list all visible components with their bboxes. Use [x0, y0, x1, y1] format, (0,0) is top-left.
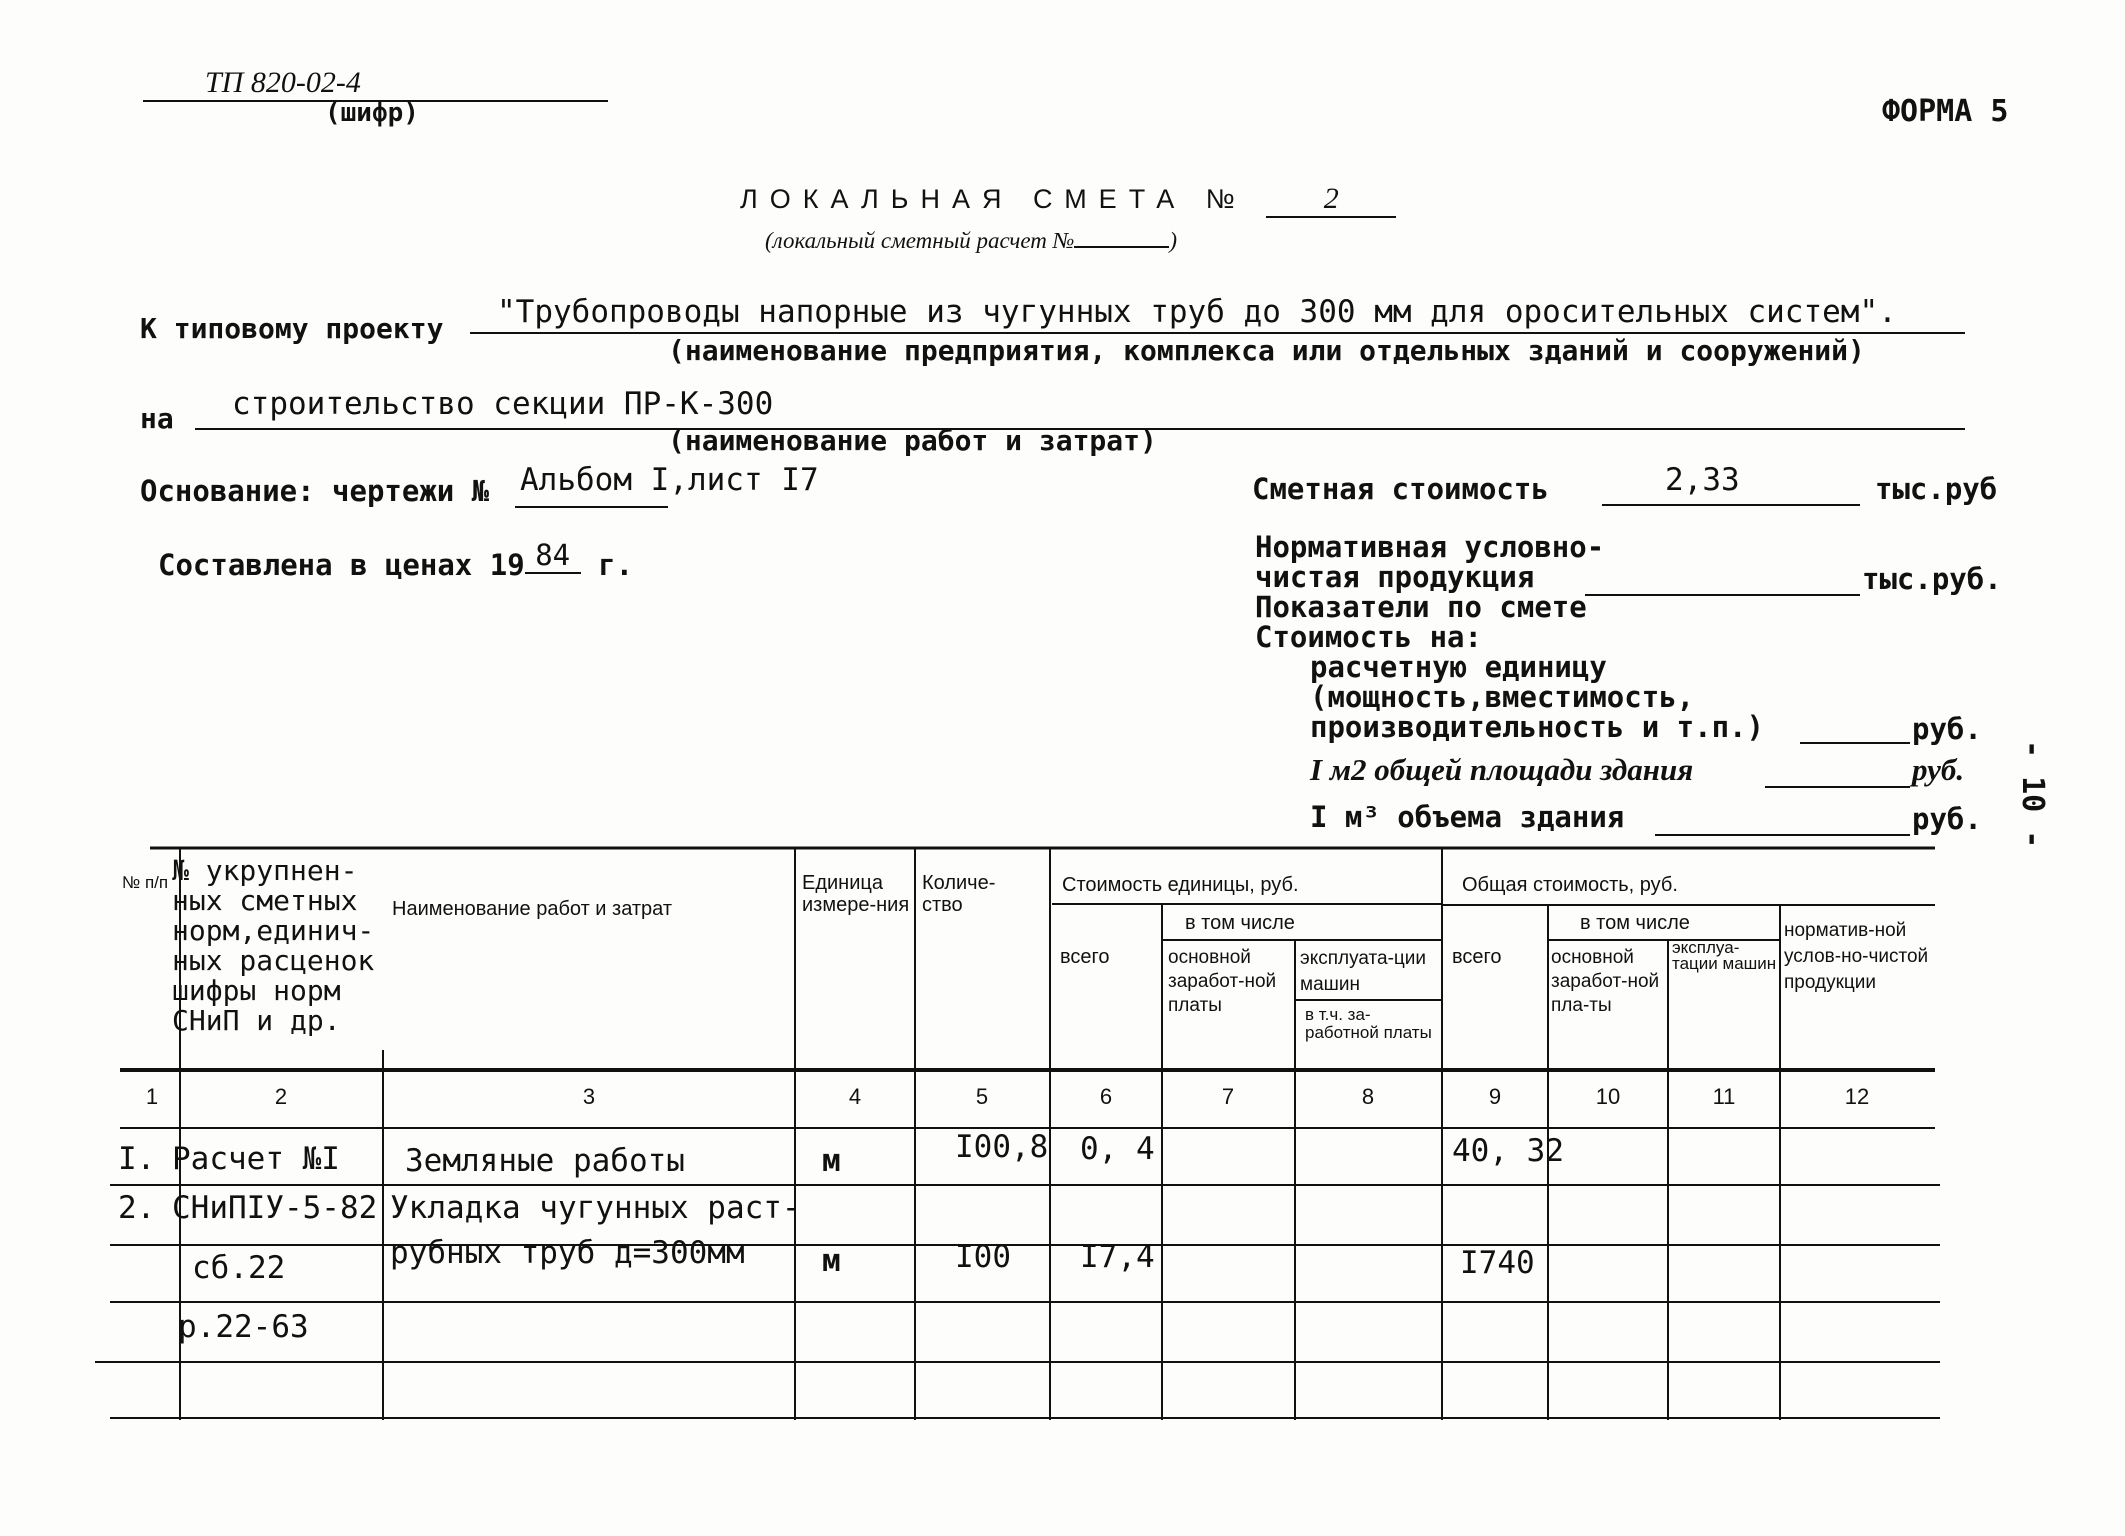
column-number-12: 12	[1844, 1084, 1870, 1109]
basis-value: Альбом I,лист I7	[520, 462, 819, 498]
row1-name: Земляные работы	[405, 1143, 685, 1179]
row1-code: Расчет №I	[172, 1141, 340, 1177]
norm-unit: тыс.руб.	[1862, 562, 2002, 596]
cost-label: Сметная стоимость	[1252, 472, 1549, 506]
indicators-label: Показатели по смете	[1255, 590, 1587, 624]
code-caption: (шифр)	[325, 98, 419, 128]
col-header-machines: эксплуата-ции машин	[1300, 948, 1427, 995]
prices-line	[158, 538, 633, 582]
basis-label: Основание: чертежи №	[140, 474, 490, 508]
cost-per-label: Стоимость на:	[1255, 620, 1482, 654]
row3-unit: м	[822, 1243, 841, 1279]
norm-line2: чистая продукция	[1255, 560, 1535, 594]
unit-line1: расчетную единицу	[1310, 650, 1607, 684]
col-header-normative: норматив-ной услов-но-чистой продукции	[1784, 920, 1929, 993]
unit-line3: производительность и т.п.)	[1310, 710, 1764, 744]
col-header-including: в том числе	[1185, 912, 1295, 934]
work-label: на	[140, 402, 174, 435]
column-number-2: 2	[274, 1084, 288, 1109]
cost-unit: тыс.руб	[1875, 472, 1998, 506]
col-header-total-cost: всего	[1452, 946, 1502, 968]
unit-line2: (мощность,вместимость,	[1310, 680, 1695, 714]
area-label: I м2 общей площади здания	[1310, 752, 1694, 787]
column-number-4: 4	[848, 1084, 862, 1109]
col-header-wages: основной заработ-ной платы	[1168, 947, 1277, 1016]
column-number-1: 1	[145, 1084, 159, 1109]
column-number-5: 5	[975, 1084, 989, 1109]
col-header-total-wages: основной заработ-ной пла-ты	[1551, 947, 1660, 1016]
subtitle-close: )	[1169, 228, 1178, 253]
col-header-number: № п/п	[122, 873, 169, 892]
work-value: строительство секции ПР-К-300	[232, 386, 774, 422]
cost-underline	[1602, 504, 1860, 506]
page-subtitle	[765, 228, 1177, 254]
col-header-qty: Количе-ство	[922, 872, 996, 916]
basis-underline	[515, 506, 668, 508]
rub1: руб.	[1912, 712, 1982, 746]
row3-qty: I00	[955, 1239, 1011, 1275]
col-header-total-cost-group: Общая стоимость, руб.	[1462, 874, 1678, 896]
project-code: ТП 820-02-4	[205, 66, 361, 99]
project-caption: (наименование предприятия, комплекса или отдельных зданий и сооружений)	[668, 334, 1865, 367]
col-header-unit-cost-total: всего	[1060, 946, 1110, 968]
col-header-machine-wages: в т.ч. за-работной платы	[1305, 1005, 1432, 1042]
row1-unit-total: 0, 4	[1080, 1131, 1155, 1167]
row4-code: р.22-63	[178, 1309, 309, 1345]
form-label: ФОРМА 5	[1882, 94, 2009, 129]
norm-underline	[1585, 594, 1860, 596]
rub2-underline	[1765, 786, 1910, 788]
row2-number: 2.	[118, 1190, 156, 1226]
norm-line1: Нормативная условно-	[1255, 530, 1605, 564]
estimate-number: 2	[1266, 182, 1396, 218]
work-caption: (наименование работ и затрат)	[668, 424, 1157, 457]
rub1-underline	[1800, 742, 1910, 744]
volume-label: I м³ объема здания	[1310, 800, 1625, 834]
row3-name: рубных труб д=300мм	[390, 1235, 745, 1271]
prices-label: Составлена в ценах 19	[158, 548, 525, 582]
row1-qty: I00,8	[955, 1129, 1049, 1165]
col-header-including-2: в том числе	[1580, 912, 1690, 934]
column-number-9: 9	[1488, 1084, 1502, 1109]
row2-code: СНиПIУ-5-82	[172, 1190, 378, 1226]
col-header-name: Наименование работ и затрат	[392, 898, 673, 920]
row2-name: Укладка чугунных раст-	[390, 1190, 801, 1226]
prices-year: 84	[525, 538, 581, 574]
column-number-6: 6	[1099, 1084, 1113, 1109]
prices-suffix: г.	[598, 548, 634, 582]
column-number-10: 10	[1595, 1084, 1621, 1109]
column-number-11: 11	[1712, 1084, 1736, 1109]
page-number: - 10 -	[2015, 740, 2050, 849]
row3-unit-total: I7,4	[1080, 1239, 1155, 1275]
column-number-3: 3	[582, 1084, 596, 1109]
row1-total: 40, 32	[1452, 1133, 1564, 1169]
col-header-code: № укрупнен-ных сметных норм,единич-ных расценок шифры норм СНиП и др.	[172, 854, 375, 1037]
column-number-8: 8	[1361, 1084, 1375, 1109]
page-title-text: ЛОКАЛЬНАЯ СМЕТА №	[740, 184, 1247, 214]
project-label: К типовому проекту	[140, 312, 444, 345]
cost-value: 2,33	[1665, 462, 1740, 498]
rub3-underline	[1655, 834, 1910, 836]
project-value: "Трубопроводы напорные из чугунных труб до 300 мм для оросительных систем".	[497, 294, 1897, 330]
page-title	[740, 182, 1396, 218]
col-header-unit-cost-group: Стоимость единицы, руб.	[1062, 874, 1299, 896]
rub3: руб.	[1912, 802, 1982, 836]
rub2: руб.	[1912, 752, 1965, 787]
subtitle-text: (локальный сметный расчет №	[765, 228, 1075, 253]
column-number-7: 7	[1221, 1084, 1235, 1109]
row1-number: I.	[118, 1141, 156, 1177]
row1-unit: м	[822, 1143, 841, 1179]
col-header-unit: Единица измере-ния	[802, 872, 910, 916]
col-header-total-machines: эксплуа-тации машин	[1672, 938, 1777, 973]
row3-total: I740	[1460, 1245, 1535, 1281]
row3-code: сб.22	[192, 1250, 286, 1286]
